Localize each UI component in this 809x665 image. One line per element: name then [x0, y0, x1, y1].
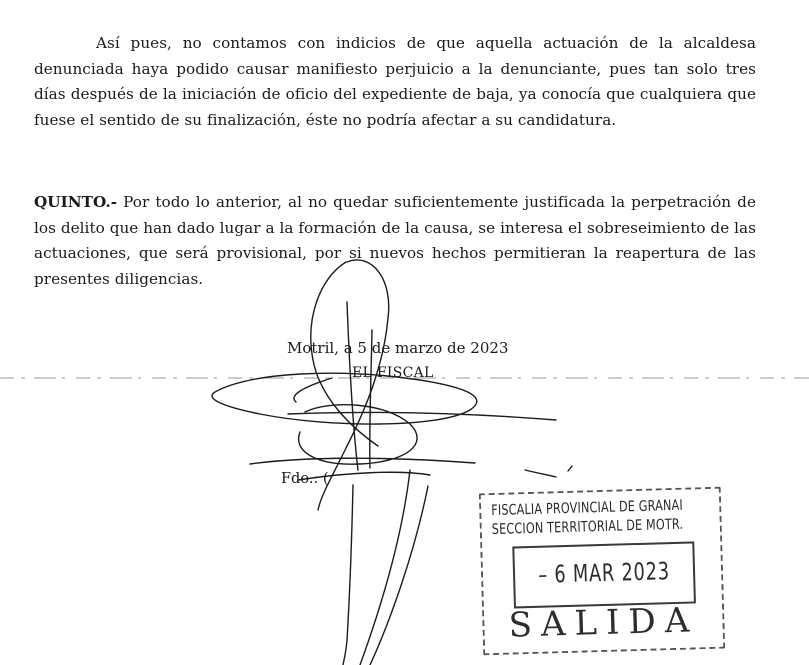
paragraph-quinto-text: Por todo lo anterior, al no quedar suficientemente justificada la perpetración de los delito que han dado lugar a la formación de la causa, se interesa el sobreseimiento de las actuaciones, que será provisional, por si nuevos hechos permitieran la reapertura de las presentes diligencias.	[34, 193, 756, 288]
place-and-date: Motril, a 5 de marzo de 2023	[287, 339, 509, 357]
stamp-date: – 6 MAR 2023	[537, 557, 671, 589]
stamp-date-box	[512, 541, 696, 608]
signed-by-label: Fdo.: (	[281, 471, 329, 487]
stamp-salida-label: SALIDA	[508, 600, 699, 646]
paragraph-indicios	[34, 31, 756, 133]
registry-stamp	[479, 487, 725, 656]
signer-title: EL FISCAL	[352, 365, 434, 381]
section-heading-quinto: QUINTO.-	[34, 193, 118, 212]
stamp-office-line2: SECCION TERRITORIAL DE MOTR.	[491, 516, 684, 539]
stamp-office-line1: FISCALIA PROVINCIAL DE GRANAI	[491, 497, 684, 520]
paragraph-quinto	[34, 190, 756, 292]
paragraph-indicios-text: Así pues, no contamos con indicios de que aquella actuación de la alcaldesa denunciada haya podido causar manifiesto perjuicio a la denunciante, pues tan solo tres días después de la iniciación de oficio del expediente de baja, ya conocía que cualquiera que fuese el sentido de su finalización, éste no podría afectar a su candidatura.	[34, 34, 756, 129]
